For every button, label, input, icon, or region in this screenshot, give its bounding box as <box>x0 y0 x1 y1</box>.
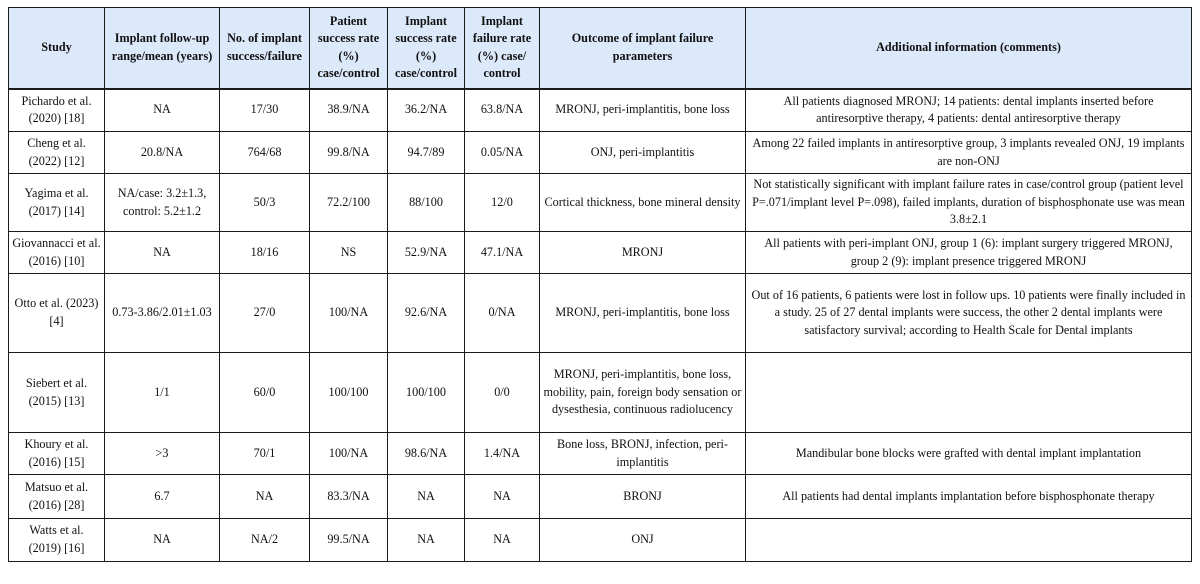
cell-failure-rate: NA <box>465 475 540 519</box>
cell-study: Giovannacci et al. (2016) [10] <box>9 232 105 274</box>
cell-followup: NA <box>105 232 220 274</box>
cell-outcome: MRONJ, peri-implantitis, bone loss <box>540 89 746 132</box>
cell-failure-rate: 0/NA <box>465 274 540 353</box>
header-outcome: Outcome of implant failure parameters <box>540 8 746 89</box>
table-container <box>8 7 1192 562</box>
cell-followup: 20.8/NA <box>105 132 220 174</box>
header-patient-rate: Patient success rate (%) case/control <box>310 8 388 89</box>
cell-study: Pichardo et al. (2020) [18] <box>9 89 105 132</box>
cell-followup: NA <box>105 89 220 132</box>
cell-patient-rate: 100/NA <box>310 433 388 475</box>
cell-followup: NA/case: 3.2±1.3, control: 5.2±1.2 <box>105 174 220 232</box>
table-row <box>9 274 1192 353</box>
header-implant-rate: Implant success rate (%) case/control <box>388 8 465 89</box>
header-study: Study <box>9 8 105 89</box>
cell-patient-rate: 83.3/NA <box>310 475 388 519</box>
cell-comment: All patients had dental implants implantation before bisphosphonate therapy <box>746 475 1192 519</box>
cell-followup: 1/1 <box>105 353 220 433</box>
table-row <box>9 519 1192 562</box>
cell-implant-rate: 94.7/89 <box>388 132 465 174</box>
cell-outcome: BRONJ <box>540 475 746 519</box>
cell-implant-rate: NA <box>388 519 465 562</box>
cell-followup: NA <box>105 519 220 562</box>
cell-comment <box>746 353 1192 433</box>
cell-outcome: MRONJ <box>540 232 746 274</box>
header-row <box>9 8 1192 89</box>
table-row <box>9 232 1192 274</box>
cell-patient-rate: 99.8/NA <box>310 132 388 174</box>
cell-patient-rate: 100/NA <box>310 274 388 353</box>
cell-failure-rate: 1.4/NA <box>465 433 540 475</box>
header-failure-rate: Implant failure rate (%) case/ control <box>465 8 540 89</box>
cell-implant-rate: 92.6/NA <box>388 274 465 353</box>
table-row <box>9 132 1192 174</box>
cell-patient-rate: 38.9/NA <box>310 89 388 132</box>
table-row <box>9 353 1192 433</box>
header-count: No. of implant success/failure <box>220 8 310 89</box>
cell-study: Cheng et al. (2022) [12] <box>9 132 105 174</box>
cell-failure-rate: 47.1/NA <box>465 232 540 274</box>
cell-failure-rate: NA <box>465 519 540 562</box>
cell-comment <box>746 519 1192 562</box>
header-comment: Additional information (comments) <box>746 8 1192 89</box>
cell-comment: All patients diagnosed MRONJ; 14 patients: dental implants inserted before antiresorptive therapy, 4 patients: dental antiresorptive therapy <box>746 89 1192 132</box>
cell-comment: Mandibular bone blocks were grafted with dental implant implantation <box>746 433 1192 475</box>
cell-outcome: MRONJ, peri-implantitis, bone loss <box>540 274 746 353</box>
cell-patient-rate: 99.5/NA <box>310 519 388 562</box>
cell-comment: Among 22 failed implants in antiresorptive group, 3 implants revealed ONJ, 19 implants are non-ONJ <box>746 132 1192 174</box>
cell-failure-rate: 63.8/NA <box>465 89 540 132</box>
cell-count: 27/0 <box>220 274 310 353</box>
cell-count: 60/0 <box>220 353 310 433</box>
cell-count: NA <box>220 475 310 519</box>
cell-count: 70/1 <box>220 433 310 475</box>
implant-outcomes-table <box>8 7 1192 562</box>
cell-count: 764/68 <box>220 132 310 174</box>
cell-comment: All patients with peri-implant ONJ, group 1 (6): implant surgery triggered MRONJ, group 2 (9): implant presence triggered MRONJ <box>746 232 1192 274</box>
cell-failure-rate: 0.05/NA <box>465 132 540 174</box>
table-row <box>9 433 1192 475</box>
cell-followup: 0.73-3.86/2.01±1.03 <box>105 274 220 353</box>
cell-patient-rate: 100/100 <box>310 353 388 433</box>
cell-implant-rate: 36.2/NA <box>388 89 465 132</box>
cell-failure-rate: 12/0 <box>465 174 540 232</box>
cell-study: Khoury et al. (2016) [15] <box>9 433 105 475</box>
cell-comment: Out of 16 patients, 6 patients were lost in follow ups. 10 patients were finally included in a study. 25 of 27 dental implants were success, the other 2 dental implants were satisfactory survival; according to Health Scale for Dental implants <box>746 274 1192 353</box>
table-row <box>9 89 1192 132</box>
cell-study: Siebert et al. (2015) [13] <box>9 353 105 433</box>
cell-count: 17/30 <box>220 89 310 132</box>
cell-patient-rate: 72.2/100 <box>310 174 388 232</box>
cell-followup: 6.7 <box>105 475 220 519</box>
cell-failure-rate: 0/0 <box>465 353 540 433</box>
cell-count: 50/3 <box>220 174 310 232</box>
cell-study: Watts et al. (2019) [16] <box>9 519 105 562</box>
cell-outcome: MRONJ, peri-implantitis, bone loss, mobility, pain, foreign body sensation or dysesthesia, continuous radiolucency <box>540 353 746 433</box>
cell-outcome: ONJ, peri-implantitis <box>540 132 746 174</box>
cell-count: 18/16 <box>220 232 310 274</box>
cell-implant-rate: 100/100 <box>388 353 465 433</box>
cell-implant-rate: 52.9/NA <box>388 232 465 274</box>
table-row <box>9 174 1192 232</box>
cell-implant-rate: 88/100 <box>388 174 465 232</box>
cell-implant-rate: 98.6/NA <box>388 433 465 475</box>
cell-study: Matsuo et al. (2016) [28] <box>9 475 105 519</box>
cell-patient-rate: NS <box>310 232 388 274</box>
cell-outcome: ONJ <box>540 519 746 562</box>
cell-followup: >3 <box>105 433 220 475</box>
cell-outcome: Cortical thickness, bone mineral density <box>540 174 746 232</box>
cell-study: Yagima et al. (2017) [14] <box>9 174 105 232</box>
header-followup: Implant follow-up range/mean (years) <box>105 8 220 89</box>
cell-comment: Not statistically significant with implant failure rates in case/control group (patient level P=.071/implant level P=.098), failed implants, duration of bisphosphonate use was mean 3.8±2.1 <box>746 174 1192 232</box>
table-row <box>9 475 1192 519</box>
cell-count: NA/2 <box>220 519 310 562</box>
cell-implant-rate: NA <box>388 475 465 519</box>
cell-outcome: Bone loss, BRONJ, infection, peri-implantitis <box>540 433 746 475</box>
cell-study: Otto et al. (2023) [4] <box>9 274 105 353</box>
